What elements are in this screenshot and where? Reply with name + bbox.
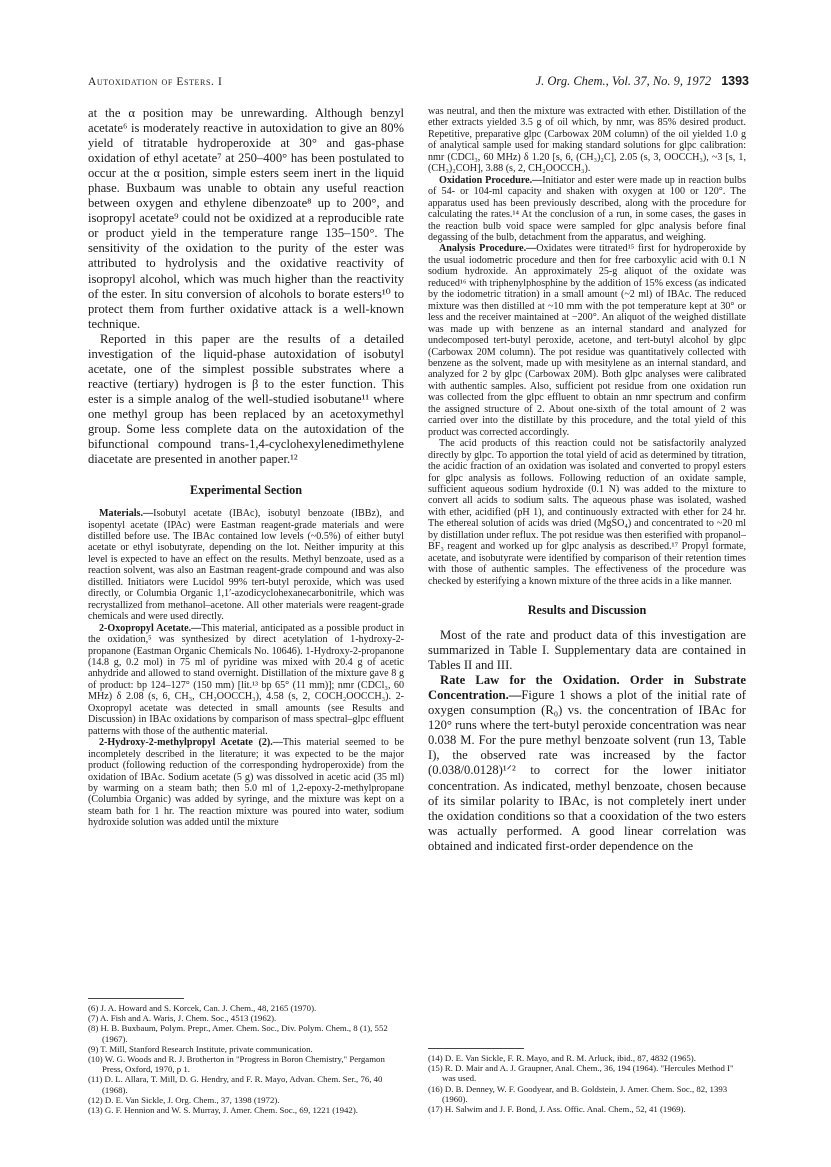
footnote: (7) A. Fish and A. Waris, J. Chem. Soc., 4513 (1962). — [88, 1013, 277, 1024]
results-section-heading: Results and Discussion — [527, 603, 647, 618]
analysis-procedure-heading: Analysis Procedure.— — [439, 243, 537, 255]
left-column — [88, 106, 404, 1058]
footnote: (6) J. A. Howard and S. Korcek, Can. J. Chem., 48, 2165 (1970). — [88, 1003, 317, 1013]
materials-heading: Materials.— — [99, 508, 154, 520]
hydroxy-methylpropyl-heading: 2-Hydroxy-2-methylpropyl Acetate (2).— — [99, 737, 283, 749]
materials-paragraph — [88, 508, 404, 623]
analysis-procedure-text: Oxidates were titrated¹⁵ first for hydroperoxide by the usual iodometric procedure and then for free carboxylic acid with 0.1 N sodium hydroxide. An approximately 25-g aliquot of the oxidate was reduced¹⁶ with triphenylphosphine by the addition of 15% excess (as indicated by the iodometric titration) in a small amount (~2 ml) of IBAc. The reduced mixture was then distilled at ~10 mm with the pot temperature kept at 30° or less and the receiver maintained at −200°. An aliquot of the weighed distillate was made up with benzene as an internal standard and analyzed for undecomposed tert-butyl peroxide, acetone, and tert-butyl alcohol by glpc (Carbowax 20M column). The pot residue was quantitatively collected with benzene as the solvent, made up with mesitylene as an internal standard, and analyzed for 2 by glpc (Carbowax 20M). Both glpc analyses were calibrated with authentic samples. Also, sufficient pot residue from one oxidation run was collected from the glpc effluent to obtain an nmr spectrum and confirm the assigned structure of 2. About one-sixth of the total amount of 2 was carried over into the distillate by this procedure, and the total yield of this product was corrected accordingly. — [428, 243, 746, 438]
footnote: (15) R. D. Mair and A. J. Graupner, Anal. Chem., 36, 194 (1964). "Hercules Method I" was used. — [428, 1063, 734, 1084]
acid-products-paragraph: The acid products of this reaction could not be satisfactorily analyzed directly by glpc. To apportion the total yield of acid as determined by titration, the acidic fraction of an oxidation was isolated and converted to propyl esters for glpc analysis as follows. Following reduction of an oxidate sample, sufficient aqueous sodium hydroxide (0.1 N) was added to the mixture to convert all acids to sodium salts. The aqueous phase was isolated, washed with ether, acidified (pH 1), and continuously extracted with ether for 24 hr. The ethereal solution of acids was dried (MgSO₄) and concentrated to ~20 ml by distillation under reflux. The pot residue was then esterified with propanol–BF₃ reagent and worked up for glpc analysis as described.¹⁷ Propyl formate, acetate, and isobutyrate were identified by comparison of their retention times with those of authentic samples. The effectiveness of the procedure was checked by esterifying a known mixture of the three acids in a like manner. — [428, 438, 746, 587]
oxidation-procedure-heading: Oxidation Procedure.— — [439, 174, 543, 186]
footnote-rule — [88, 998, 184, 999]
hydroxy-methylpropyl-text: This material seemed to be incompletely described in the literature; it was expected to be the major product (following reduction of the corresponding hydroperoxide) from the oxidation of IBAc. Sodium acetate (5 g) was dissolved in acetic acid (35 ml) by warming on a steam bath; then 5.0 ml of 1,2-epoxy-2-methylpropane (Columbia Organic) was added by syringe, and the mixture was kept on a steam bath for 1 hr. The reaction mixture was poured into water, sodium hydroxide solution was added until the mixture — [88, 737, 404, 829]
rate-law-heading: Rate Law for the Oxidation. Order in Substrate Concentration.— — [428, 673, 746, 703]
results-paragraph-1: Most of the rate and product data of this investigation are summarized in Table I. Supplementary data are contained in Tables II and III. — [428, 628, 746, 673]
oxopropyl-heading: 2-Oxopropyl Acetate.— — [99, 622, 202, 634]
footnote: (9) T. Mill, Stanford Research Institute, private communication. — [88, 1043, 313, 1054]
footnote-rule — [428, 1048, 524, 1049]
experimental-section-heading: Experimental Section — [189, 483, 303, 498]
page-number: 1393 — [721, 74, 749, 88]
footnote: (12) D. E. Van Sickle, J. Org. Chem., 37, 1398 (1972). — [88, 1094, 280, 1105]
intro-paragraph-2: Reported in this paper are the results of a detailed investigation of the liquid-phase autoxidation of isobutyl acetate, one of the simplest possible substrates where a reactive (tertiary) hydrogen is β to the ester function. This ester is a simple analog of the well-studied isobutane¹¹ where one methyl group has been replaced by an acetoxymethyl group. Some less complete data on the autoxidation of the bifunctional compound trans-1,4-cyclohexylenedimethylene diacetate are presented in another paper.¹² — [88, 331, 404, 467]
footnote: (16) D. B. Denney, W. F. Goodyear, and B. Goldstein, J. Amer. Chem. Soc., 82, 1393 (1960). — [428, 1083, 728, 1104]
footnotes-right — [428, 1048, 746, 1114]
right-column — [428, 106, 746, 1058]
footnote: (11) D. L. Allara, T. Mill, D. G. Hendry, and F. R. Mayo, Advan. Chem. Ser., 76, 40 (1968). — [88, 1074, 383, 1095]
analysis-procedure-paragraph — [428, 243, 746, 438]
journal-citation: J. Org. Chem., Vol. 37, No. 9, 1972 — [535, 74, 712, 88]
footnote: (14) D. E. Van Sickle, F. R. Mayo, and R. M. Arluck, ibid., 87, 4832 (1965). — [428, 1053, 696, 1063]
footnote: (10) W. G. Woods and R. J. Brotherton in "Progress in Boron Chemistry," Pergamon Press, Oxford, 1970, p 1. — [88, 1054, 385, 1075]
continued-paragraph: was neutral, and then the mixture was extracted with ether. Distillation of the ether extracts yielded 3.5 g of oil which, by nmr, was 85% desired product. Repetitive, preparative glpc (Carbowax 20M column) of the oil yielded 1.0 g of analytical sample used for making standard solutions for glpc calibration: nmr (CDCl₃, 60 MHz) δ 1.20 [s, 6, (CH₃)₂C], 2.05 (s, 3, OOCCH₃), ~3 [s, 1, (CH₃)₂COH], 3.88 (s, 2, CH₂OOCCH₃). — [428, 106, 746, 175]
materials-text: Isobutyl acetate (IBAc), isobutyl benzoate (IBBz), and isopentyl acetate (IPAc) were Eastman reagent-grade materials and were distilled before use. The IBAc contained low levels (~0.5%) of either butyl acetate or ethyl isobutyrate, depending on the lot. Neither impurity at this level is expected to have an effect on the results. Methyl benzoate, used as a reaction solvent, was also an Eastman reagent-grade compound and was also distilled. Initiators were Lucidol 99% tert-butyl peroxide, which was used directly, or Columbia Organic 1,1′-azodicyclohexanecarbonitrile, which was recrystallized from methanol–acetone. All other materials were reagent-grade chemicals and were used directly. — [88, 508, 404, 623]
footnote: (17) H. Salwim and J. F. Bond, J. Ass. Offic. Anal. Chem., 52, 41 (1969). — [428, 1104, 686, 1115]
journal-citation-header — [536, 74, 749, 89]
footnotes-left — [88, 998, 404, 1115]
oxidation-procedure-paragraph — [428, 175, 746, 244]
oxidation-procedure-text: Initiator and ester were made up in reaction bulbs of 54- or 104-ml capacity and shaken with oxygen at 100 or 120°. The apparatus used has been previously described, along with the procedure for calculating the rates.¹⁴ At the conclusion of a run, in some cases, the gases in the reaction bulb void space were sampled for glpc analysis before final degassing of the bulb, detachment from the apparatus, and weighing. — [428, 174, 746, 243]
running-title: Autoxidation of Esters. I — [88, 76, 223, 88]
hydroxy-methylpropyl-paragraph — [88, 737, 404, 829]
oxopropyl-text: This material, anticipated as a possible product in the oxidation,⁵ was synthesized by direct acetylation of 1-hydroxy-2-propanone (Eastman Organic Chemicals No. 10646). 1-Hydroxy-2-propanone (14.8 g, 0.2 mol) in 75 ml of pyridine was mixed with 20.4 g of acetic anhydride and allowed to stand overnight. Distillation of the mixture gave 8 g of product: bp 124–127° (150 mm) [lit.¹³ bp 65° (11 mm)]; nmr (CDCl₃, 60 MHz) δ 2.08 (s, 6, CH₃, CH₂OOCCH₃), 4.58 (s, 2, COCH₂OOCCH₃). 2-Oxopropyl acetate was detected in small amounts (see Results and Discussion) in IBAc oxidations by comparison of mass spectral–glpc effluent patterns with those of the authentic material. — [88, 622, 404, 737]
intro-paragraph-1: at the α position may be unrewarding. Although benzyl acetate⁶ is moderately reactive in autoxidation to give an 80% yield of titratable hydroperoxide at 30° and gas-phase oxidation of ethyl acetate⁷ at 250–400° has been postulated to occur at the α position, simple esters seem inert in the liquid phase. Buxbaum was unable to obtain any useful reaction between oxygen and ethylene dibenzoate⁸ up to 200°, and isopropyl acetate⁹ could not be oxidized at a reproducible rate or product yield in the temperature range 135–150°. The sensitivity of the oxidation to the purity of the ester was attributed to hydrolysis and the oxidative reactivity of isopropyl alcohol, which was much higher than the reactivity of the ester. In situ conversion of alcohols to borate esters¹⁰ to protect them from further oxidative attack is a well-known technique. — [88, 106, 404, 331]
oxopropyl-paragraph — [88, 623, 404, 738]
footnote: (8) H. B. Buxbaum, Polym. Prepr., Amer. Chem. Soc., Div. Polym. Chem., 8 (1), 552 (1967). — [88, 1023, 388, 1044]
rate-law-text: Figure 1 shows a plot of the initial rate of oxygen consumption (R₀) vs. the concentration of IBAc for 120° runs where the tert-butyl peroxide concentration was near 0.038 M. For the pure methyl benzoate solvent (run 13, Table I), the observed rate was increased by the factor (0.038/0.0128)¹ᐟ² to correct for the lower initiator concentration. As indicated, methyl benzoate, chosen because of its similar polarity to IBAc, is not completely inert under the oxidation conditions so that a cooxidation of the two esters was actually performed. A good linear correlation was obtained and indicated first-order dependence on the — [428, 688, 746, 853]
rate-law-paragraph — [428, 673, 746, 854]
footnote: (13) G. F. Hennion and W. S. Murray, J. Amer. Chem. Soc., 69, 1221 (1942). — [88, 1105, 358, 1116]
